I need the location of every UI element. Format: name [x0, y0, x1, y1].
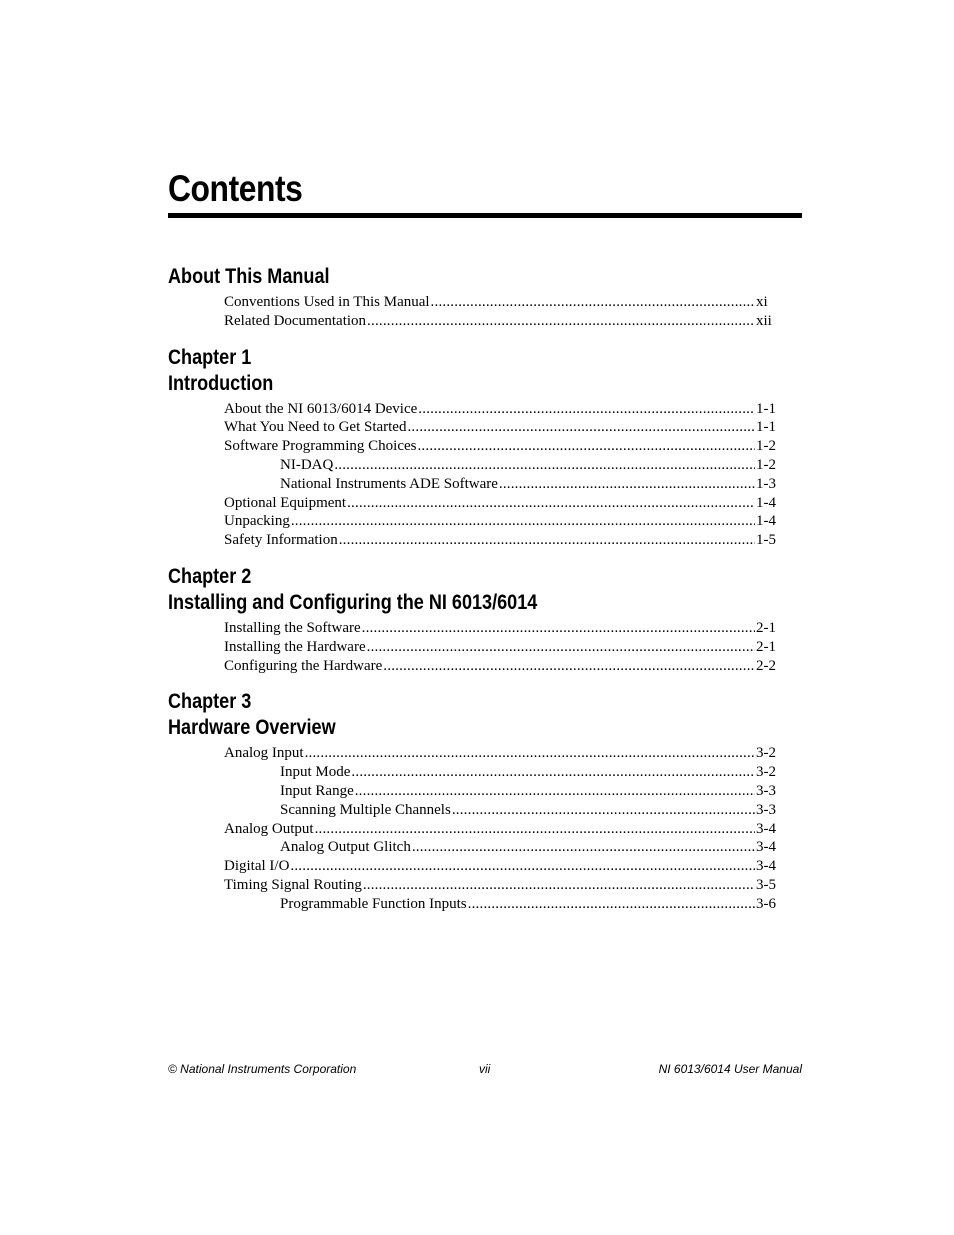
toc-entry-page: 3-4: [756, 839, 776, 856]
toc-entry-title: Scanning Multiple Channels: [280, 801, 451, 818]
dot-leader: [334, 456, 755, 475]
toc-entry-page: 3-4: [756, 820, 776, 837]
toc-entry-page: 2-2: [756, 657, 776, 674]
toc-entry-title: Programmable Function Inputs: [280, 895, 467, 912]
dot-leader: [452, 801, 755, 820]
toc-entry-page: 2-1: [756, 619, 776, 636]
page-footer: [168, 1062, 802, 1078]
toc-entry-title: Installing the Software: [224, 619, 361, 636]
dot-leader: [468, 895, 755, 914]
toc-entry-title: Analog Input: [224, 745, 304, 762]
dot-leader: [347, 494, 755, 513]
toc-entry-page: 2-1: [756, 638, 776, 655]
toc-entry[interactable]: [168, 782, 778, 801]
toc-entry[interactable]: [168, 293, 778, 312]
toc-entry-title: Conventions Used in This Manual: [224, 294, 430, 310]
toc-entry-title: Timing Signal Routing: [224, 876, 362, 893]
dot-leader: [407, 418, 755, 437]
toc-entry-title: Unpacking: [224, 513, 290, 530]
toc-entry-title: Software Programming Choices: [224, 438, 417, 455]
toc-entry[interactable]: [168, 437, 778, 456]
toc-entry[interactable]: [168, 418, 778, 437]
toc-entry-title: About the NI 6013/6014 Device: [224, 400, 418, 417]
section-subheading: Introduction: [168, 371, 274, 395]
section-heading: About This Manual: [168, 265, 330, 288]
toc-entry[interactable]: [168, 512, 778, 531]
toc-entry[interactable]: [168, 801, 778, 820]
toc-entry-page: 1-1: [756, 400, 776, 417]
dot-leader: [363, 876, 755, 895]
toc-entry-title: What You Need to Get Started: [224, 419, 407, 436]
toc-section: [168, 689, 778, 913]
toc-entry-title: Safety Information: [224, 532, 338, 549]
toc-entry-page: 3-2: [756, 764, 776, 781]
toc-entry[interactable]: [168, 763, 778, 782]
toc-entry[interactable]: [168, 475, 778, 494]
toc-entry-page: 1-4: [756, 494, 776, 511]
toc-entry-page: 3-3: [756, 782, 776, 799]
toc-entry-page: xi: [756, 294, 768, 310]
dot-leader: [355, 782, 755, 801]
toc-entry-page: 1-3: [756, 475, 776, 492]
toc-entry[interactable]: [168, 838, 778, 857]
dot-leader: [291, 512, 755, 531]
toc-entry[interactable]: [168, 876, 778, 895]
dot-leader: [417, 437, 755, 456]
toc-entry-page: 3-5: [756, 876, 776, 893]
toc-entry[interactable]: [168, 312, 778, 331]
dot-leader: [367, 312, 755, 331]
toc-entry[interactable]: [168, 531, 778, 550]
section-heading: Chapter 3: [168, 690, 252, 714]
toc-entry[interactable]: [168, 494, 778, 513]
toc-entry[interactable]: [168, 820, 778, 839]
toc-entry-title: National Instruments ADE Software: [280, 475, 498, 492]
footer-manual-title: NI 6013/6014 User Manual: [658, 1062, 802, 1076]
section-heading: Chapter 2: [168, 564, 252, 588]
toc-section: [168, 564, 778, 675]
toc-entry-page: 1-2: [756, 456, 776, 473]
toc-entry[interactable]: [168, 895, 778, 914]
toc-entry-page: 1-2: [756, 438, 776, 455]
toc-entry-title: Input Range: [280, 782, 354, 799]
toc-entry-page: 1-1: [756, 419, 776, 436]
toc-entry-page: 3-6: [756, 895, 776, 912]
page-title: Contents: [168, 168, 303, 209]
toc-entry-page: 3-4: [756, 858, 776, 875]
dot-leader: [412, 838, 755, 857]
section-subheading: Installing and Configuring the NI 6013/6014: [168, 590, 538, 614]
dot-leader: [351, 763, 755, 782]
toc-entry-page: 1-4: [756, 513, 776, 530]
section-heading: Chapter 1: [168, 345, 252, 369]
toc-entry-page: xii: [756, 312, 772, 329]
dot-leader: [418, 400, 755, 419]
toc-entry-title: Analog Output: [224, 820, 314, 837]
dot-leader: [339, 531, 755, 550]
toc-entry-title: Input Mode: [280, 764, 351, 781]
dot-leader: [362, 619, 755, 638]
toc-entry-title: Optional Equipment: [224, 494, 347, 511]
toc-entry-title: NI-DAQ: [280, 456, 334, 473]
dot-leader: [431, 293, 755, 312]
table-of-contents: [168, 264, 778, 914]
footer-page-number: vii: [479, 1062, 491, 1076]
toc-entry[interactable]: [168, 744, 778, 763]
dot-leader: [290, 857, 755, 876]
toc-entry[interactable]: [168, 619, 778, 638]
toc-section: [168, 345, 778, 550]
toc-entry-title: Digital I/O: [224, 858, 290, 875]
toc-entry[interactable]: [168, 456, 778, 475]
toc-entry-page: 3-3: [756, 801, 776, 818]
toc-section: [168, 264, 778, 331]
toc-entry-title: Installing the Hardware: [224, 638, 366, 655]
title-rule: [168, 213, 802, 218]
toc-entry-title: Related Documentation: [224, 312, 367, 329]
toc-entry[interactable]: [168, 657, 778, 676]
toc-entry[interactable]: [168, 857, 778, 876]
dot-leader: [305, 744, 755, 763]
dot-leader: [383, 657, 755, 676]
toc-entry-title: Analog Output Glitch: [280, 839, 411, 856]
toc-entry-page: 1-5: [756, 532, 776, 549]
toc-entry-title: Configuring the Hardware: [224, 657, 383, 674]
toc-entry[interactable]: [168, 400, 778, 419]
dot-leader: [367, 638, 755, 657]
section-subheading: Hardware Overview: [168, 716, 336, 740]
dot-leader: [499, 475, 755, 494]
toc-entry-page: 3-2: [756, 745, 776, 762]
footer-copyright: © National Instruments Corporation: [168, 1062, 357, 1076]
toc-entry[interactable]: [168, 638, 778, 657]
dot-leader: [315, 820, 755, 839]
